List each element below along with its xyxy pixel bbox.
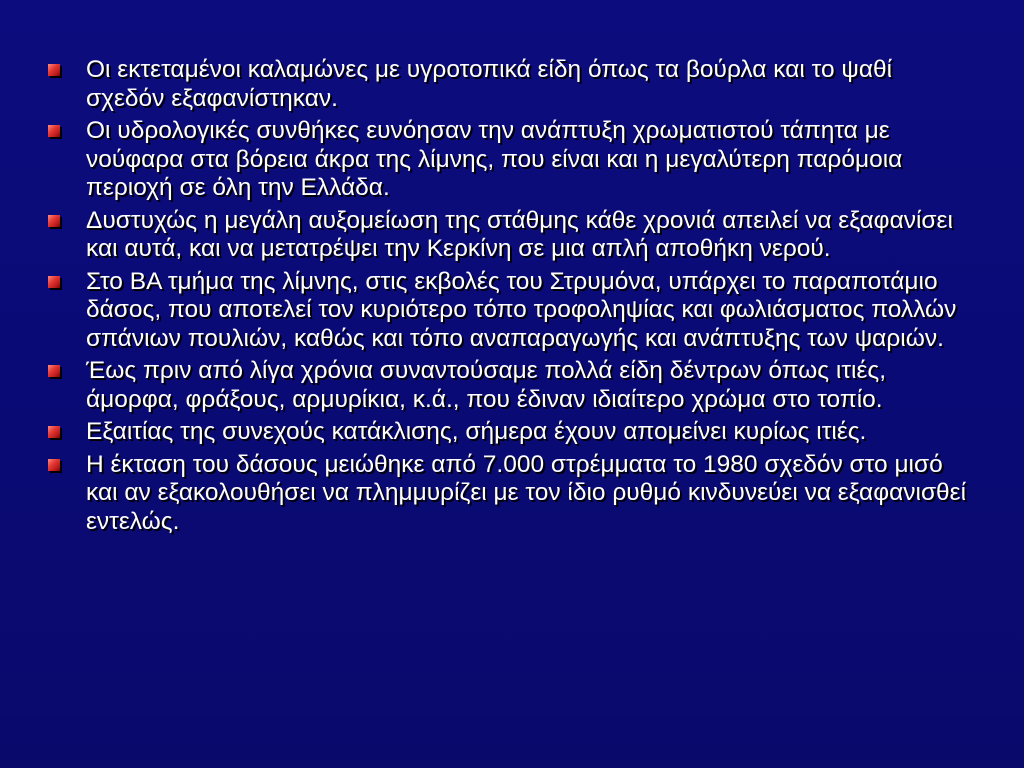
bullet-text: Η έκταση του δάσους μειώθηκε από 7.000 στρέμματα το 1980 σχεδόν στο μισό και αν εξακολουθήσει να πλημμυρίζει με τον ίδιο ρυθμό κινδυνεύει να εξαφανισθεί εντελώς. — [86, 450, 967, 535]
list-item — [48, 117, 968, 203]
bullet-list — [48, 56, 968, 540]
square-bullet-icon — [48, 365, 60, 377]
list-item — [48, 357, 968, 414]
list-item — [48, 268, 968, 354]
bullet-text: Οι υδρολογικές συνθήκες ευνόησαν την ανάπτυξη χρωματιστού τάπητα με νούφαρα στα βόρεια άκρα της λίμνης, που είναι και η μεγαλύτερη παρόμοια περιοχή σε όλη την Ελλάδα. — [86, 117, 903, 201]
list-item — [48, 207, 968, 264]
bullet-text: Στο ΒΑ τμήμα της λίμνης, στις εκβολές του Στρυμόνα, υπάρχει το παραποτάμιο δάσος, που αποτελεί τον κυριότερο τόπο τροφοληψίας και φωλιάσματος πολλών σπάνιων πουλιών, καθώς και τόπο αναπαραγωγής και ανάπτυξης των ψαριών. — [86, 267, 957, 352]
square-bullet-icon — [48, 426, 60, 438]
bullet-text: Έως πριν από λίγα χρόνια συναντούσαμε πολλά είδη δέντρων όπως ιτιές, άμορφα, φράξους, αρμυρίκια, κ.ά., που έδιναν ιδιαίτερο χρώμα στο τοπίο. — [86, 357, 887, 413]
bullet-text: Δυστυχώς η μεγάλη αυξομείωση της στάθμης κάθε χρονιά απειλεί να εξαφανίσει και αυτά, και να μετατρέψει την Κερκίνη σε μια απλή αποθήκη νερού. — [86, 206, 953, 262]
square-bullet-icon — [48, 215, 60, 227]
square-bullet-icon — [48, 125, 60, 137]
list-item — [48, 418, 968, 447]
bullet-text: Εξαιτίας της συνεχούς κατάκλισης, σήμερα έχουν απομείνει κυρίως ιτιές. — [86, 418, 867, 445]
square-bullet-icon — [48, 459, 60, 471]
square-bullet-icon — [48, 276, 60, 288]
list-item — [48, 56, 968, 113]
bullet-text: Οι εκτεταμένοι καλαμώνες με υγροτοπικά είδη όπως τα βούρλα και το ψαθί σχεδόν εξαφανίστηκαν. — [86, 56, 893, 112]
square-bullet-icon — [48, 64, 60, 76]
list-item — [48, 451, 968, 537]
